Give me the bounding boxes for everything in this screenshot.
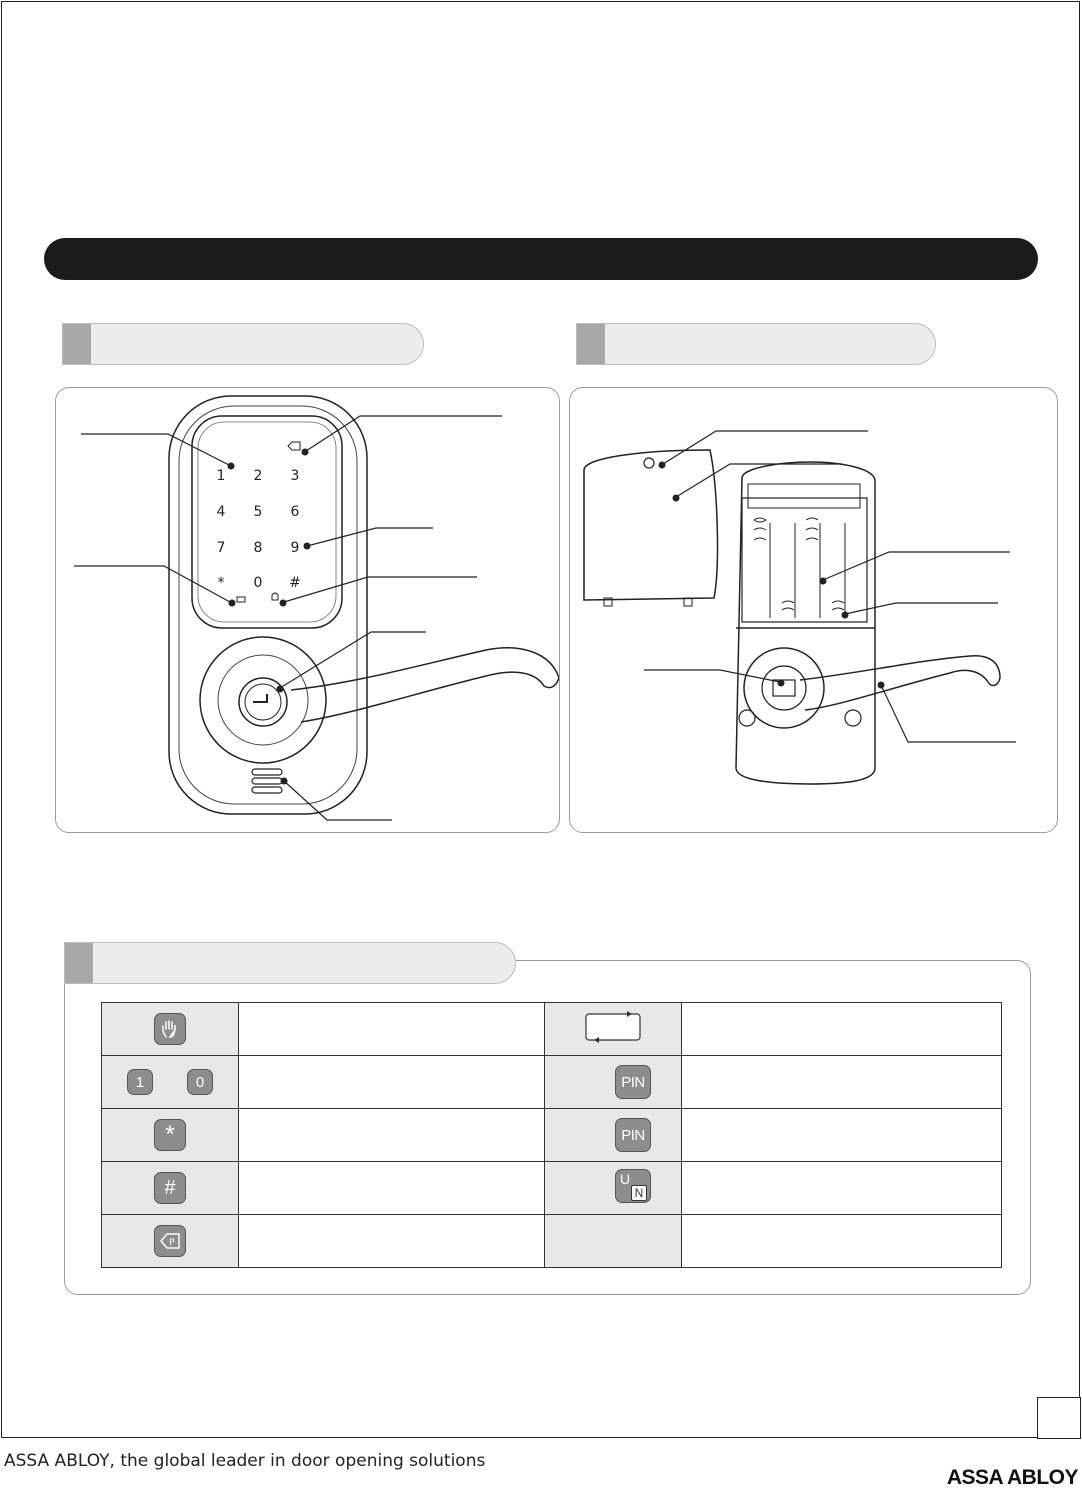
exterior-diagram-panel [55,387,560,833]
program-key-letter: P [169,1238,175,1248]
keypad-key-star: * [217,575,225,591]
exterior-section-tab [62,323,424,365]
keypad-key-8: 8 [253,540,263,556]
hand-icon [154,1013,186,1045]
number-letter: N [631,1185,647,1201]
keypad-key-2: 2 [253,468,263,484]
battery-indicator-icon [237,597,245,602]
hash-key-icon: # [154,1172,186,1204]
keypad-key-hash: # [289,575,301,591]
keypad-key-4: 4 [216,504,226,520]
interior-diagram-panel [569,387,1058,833]
callout-lines [74,416,502,820]
legend-description [239,1003,545,1056]
star-key-icon: * [154,1119,186,1151]
keypad-key-3: 3 [290,468,300,484]
legend-description [682,1056,1002,1109]
tab-marker [577,324,605,364]
keypad-key-9: 9 [290,540,300,556]
cover-screw [644,458,654,468]
legend-description [682,1215,1002,1268]
legend-description [682,1003,1002,1056]
empty-icon-cell [545,1215,682,1268]
exterior-lock-diagram [56,388,559,832]
interior-callout-lines [644,431,1016,742]
lever-handle [291,648,559,722]
key-1-icon: 1 [127,1069,153,1095]
section-title-bar [44,238,1038,280]
pin-icon: PIN [615,1065,651,1099]
user-letter: U [620,1170,631,1187]
table-row [102,1109,1002,1162]
legend-description [682,1162,1002,1215]
legend-section-tab [64,942,516,984]
battery-compartment [742,498,867,622]
symbol-legend-table [101,1002,1002,1268]
tab-marker [63,324,91,364]
legend-description [239,1215,545,1268]
table-row [102,1056,1002,1109]
pin-icon: PIN [615,1118,651,1152]
key-0-icon: 0 [187,1069,213,1095]
footer-tagline: ASSA ABLOY, the global leader in door opening solutions [4,1451,486,1471]
program-key-icon [288,442,300,450]
speaker-grill [252,769,282,793]
interior-callout-dots [659,462,885,689]
keypad-key-1: 1 [216,468,226,484]
program-key-icon [154,1225,186,1257]
table-row [102,1003,1002,1056]
interior-section-tab [576,323,936,365]
legend-description [239,1162,545,1215]
battery-cover [584,450,717,600]
table-row [102,1162,1002,1215]
interior-lever-handle [800,656,1000,710]
keyway-icon [253,694,267,702]
keypad-key-7: 7 [216,540,226,556]
cycle-arrows-icon [583,1010,643,1044]
tab-marker [65,943,93,983]
user-number-icon [615,1169,651,1203]
legend-description [682,1109,1002,1162]
legend-description [239,1056,545,1109]
legend-description [239,1109,545,1162]
callout-dots [228,449,311,785]
keypad-key-6: 6 [290,504,300,520]
page-number-box [1037,1397,1081,1439]
assa-abloy-logo: ASSA ABLOY [946,1466,1078,1489]
lock-indicator-icon [272,593,278,600]
interior-lock-diagram [570,388,1057,832]
keypad-key-0: 0 [253,575,263,591]
table-row [102,1215,1002,1268]
keypad-key-5: 5 [253,504,263,520]
